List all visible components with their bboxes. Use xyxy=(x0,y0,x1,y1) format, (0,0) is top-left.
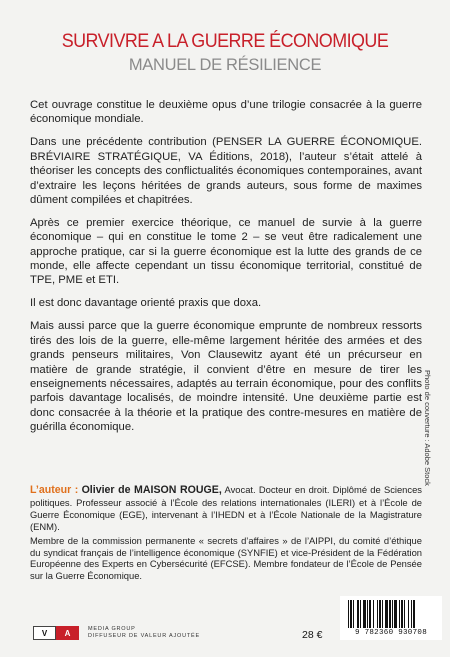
barcode-stripe xyxy=(350,600,352,628)
barcode-stripe xyxy=(353,600,354,628)
author-label: L’auteur : xyxy=(30,484,79,496)
barcode-stripe xyxy=(363,600,366,628)
barcode-stripe xyxy=(373,600,374,628)
author-bio-1 xyxy=(30,484,422,533)
barcode-stripe xyxy=(392,600,393,628)
author-section xyxy=(30,484,422,584)
publisher-line-1: MEDIA GROUP xyxy=(88,626,136,632)
paragraph-4: Il est donc davantage orienté praxis que doxa. xyxy=(30,297,262,310)
barcode-stripe xyxy=(379,600,381,628)
barcode-stripe xyxy=(382,600,383,628)
photo-credit: Photo de couverture : Adobe Stock xyxy=(423,370,432,486)
publisher-logo xyxy=(33,626,79,640)
barcode-stripe xyxy=(357,600,359,628)
publisher-text xyxy=(88,626,200,640)
logo-letter-v: V xyxy=(33,626,56,640)
barcode-stripe xyxy=(348,600,349,628)
barcode-stripe xyxy=(385,600,388,628)
isbn-number: 9 782360 930708 xyxy=(354,629,427,637)
barcode-stripe xyxy=(408,600,409,628)
barcode-stripe xyxy=(377,600,378,628)
author-bio-text: Avocat. Docteur en droit. Diplômé de Sciences politiques. Professeur associé à l’École des relations internationales (ILERI) et à l’École de Guerre Économique (EGE), intervenant à l’IHEDN et à l’École Nationale de la Magistrature (ENM). xyxy=(30,484,422,532)
isbn-barcode xyxy=(340,596,442,640)
blurb xyxy=(30,98,422,443)
barcode-stripe xyxy=(389,600,391,628)
barcode-stripe xyxy=(401,600,403,628)
paragraph-5: Mais aussi parce que la guerre économique emprunte de nombreux ressorts tirés des lois de la guerre, elle-même largement héritée des armées et des grands penseurs militaires, Von Clausewitz ayant été un précurseur en matière de grande stratégie, il convient d’être en mesure de tirer les enseignements nécessaires, adaptés au terrain économique, pour des conflits parfois davantage localisés, de moindre intensité. Une deuxième partie est donc consacrée à la théorie et la pratique des contre-mesures en matière de guérilla économique. xyxy=(30,320,422,434)
barcode-stripe xyxy=(411,600,412,628)
barcode-stripe xyxy=(394,600,397,628)
author-bio-2: Membre de la commission permanente « secrets d’affaires » de l’AIPPI, du comité d’éthique du syndicat français de l’intelligence économique (SYNFIE) et vice-Président de la Fédération Européenne des Experts en Cybersécurité (EFCSE). Membre fondateur de l’École de Pensée sur la Guerre Économique. xyxy=(30,534,422,582)
barcode-stripe xyxy=(367,600,368,628)
barcode-stripe xyxy=(360,600,361,628)
price: 28 € xyxy=(302,629,323,641)
publisher-line-2: DIFFUSEUR DE VALEUR AJOUTÉE xyxy=(88,633,200,639)
book-subtitle: MANUEL DE RÉSILIENCE xyxy=(128,56,322,74)
paragraph-3: Après ce premier exercice théorique, ce manuel de survie à la guerre économique – qui en constitue le tome 2 – se veut être radicalement une approche pratique, car si la guerre économique est la lutte des grands de ce monde, elle affecte cependant un tissu économique territorial, constitué de TPE, PME et ETI. xyxy=(30,216,422,287)
paragraph-2: Dans une précédente contribution (PENSER LA GUERRE ÉCONOMIQUE. BRÉVIAIRE STRATÉGIQUE, VA Éditions, 2018), l’auteur s’était attelé à théoriser les concepts des conflictualités économiques contemporaines, avant d’extraire les leçons héritées de grands auteurs, sous forme de maximes dûment compilées et chapitrées. xyxy=(30,136,422,206)
barcode-bars xyxy=(348,600,434,628)
barcode-stripe xyxy=(369,600,371,628)
paragraph-1: Cet ouvrage constitue le deuxième opus d’une trilogie consacrée à la guerre économique mondiale. xyxy=(30,99,422,126)
barcode-stripe xyxy=(413,600,415,628)
logo-letter-a: A xyxy=(56,626,79,640)
barcode-stripe xyxy=(399,600,400,628)
book-title: SURVIVRE A LA GUERRE ÉCONOMIQUE xyxy=(61,30,389,52)
author-name: Olivier de MAISON ROUGE, xyxy=(81,484,222,496)
barcode-stripe xyxy=(404,600,405,628)
